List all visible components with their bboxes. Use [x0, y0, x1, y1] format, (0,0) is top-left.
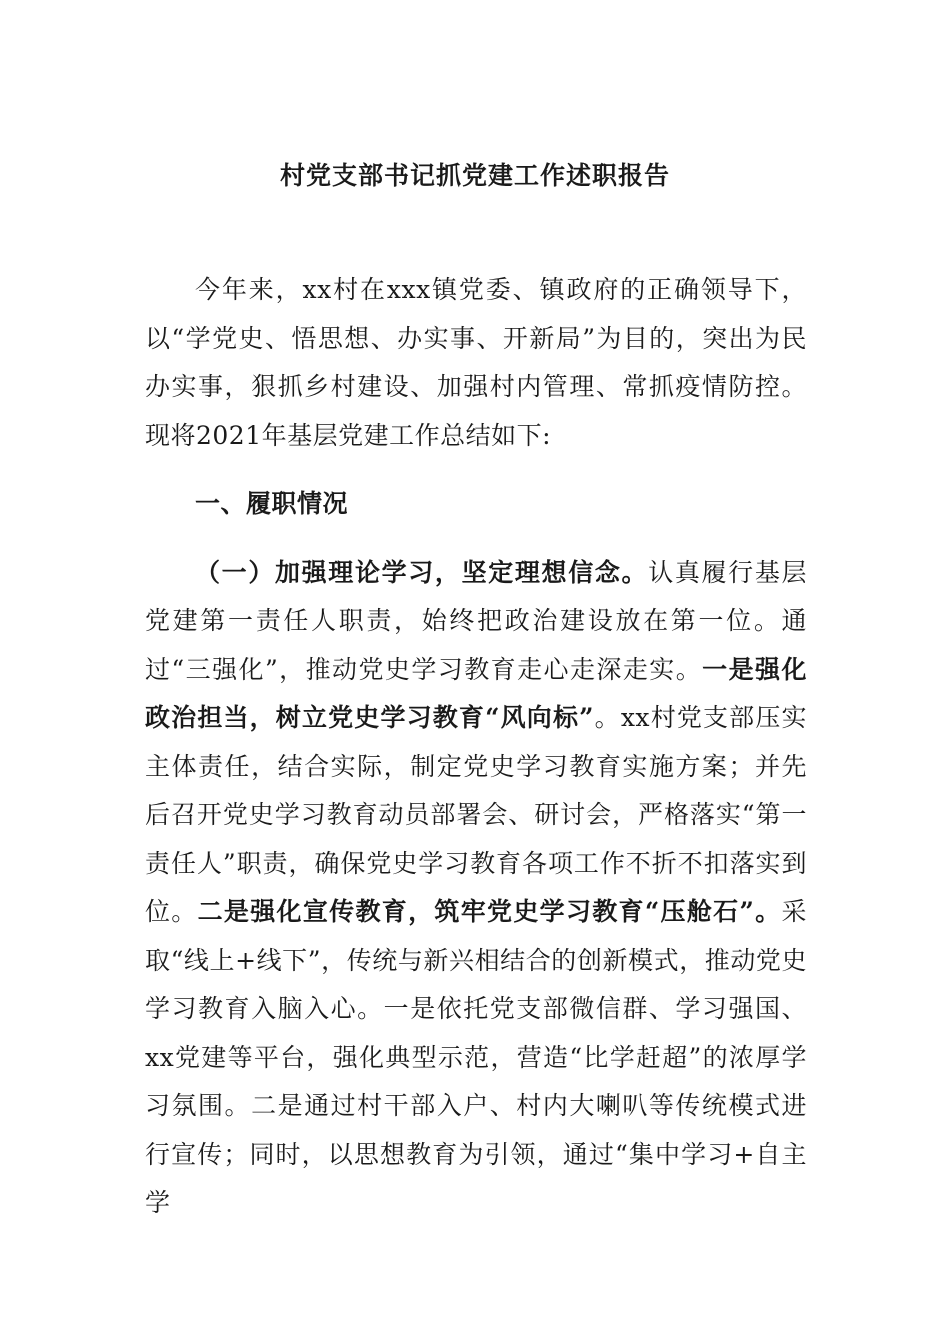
intro-paragraph: 今年来，xx村在xxx镇党委、镇政府的正确领导下，以“学党史、悟思想、办实事、开新局”为目的，突出为民办实事，狠抓乡村建设、加强村内管理、常抓疫情防控。现将2021年基层党建工作总结如下:	[145, 275, 807, 450]
point-one-text: 。xx村党支部压实主体责任，结合实际，制定党史学习教育实施方案；并先后召开党史学习教育动员部署会、研讨会，严格落实“第一责任人”职责，确保党史学习教育各项工作不折不扣落实到位。	[145, 703, 808, 926]
point-two-text: 采取“线上+线下”，传统与新兴相结合的创新模式，推动党史学习教育入脑入心。一是依托党支部微信群、学习强国、xx党建等平台，强化典型示范，营造“比学赶超”的浓厚学习氛围。二是通过村干部入户、村内大喇叭等传统模式进行宣传；同时，以思想教育为引领，通过“集中学习+自主学	[145, 897, 807, 1217]
subsection-heading: （一）加强理论学习，坚定理想信念。	[195, 557, 649, 587]
document-body	[145, 266, 807, 1228]
subsection-text: 认真履行基层党建第一责任人职责，始终把政治建设放在第一位。通过“三强化”，推动党史学习教育走心走深走实。	[145, 557, 807, 684]
point-one-heading: 一是强化政治担当，树立党史学习教育“风向标”	[145, 654, 807, 732]
document-title: 村党支部书记抓党建工作述职报告	[279, 161, 670, 190]
section-heading: 一、履职情况	[195, 489, 349, 518]
point-two-heading: 二是强化宣传教育，筑牢党史学习教育“压舱石”。	[197, 897, 782, 926]
subsection-paragraph	[145, 549, 807, 1228]
